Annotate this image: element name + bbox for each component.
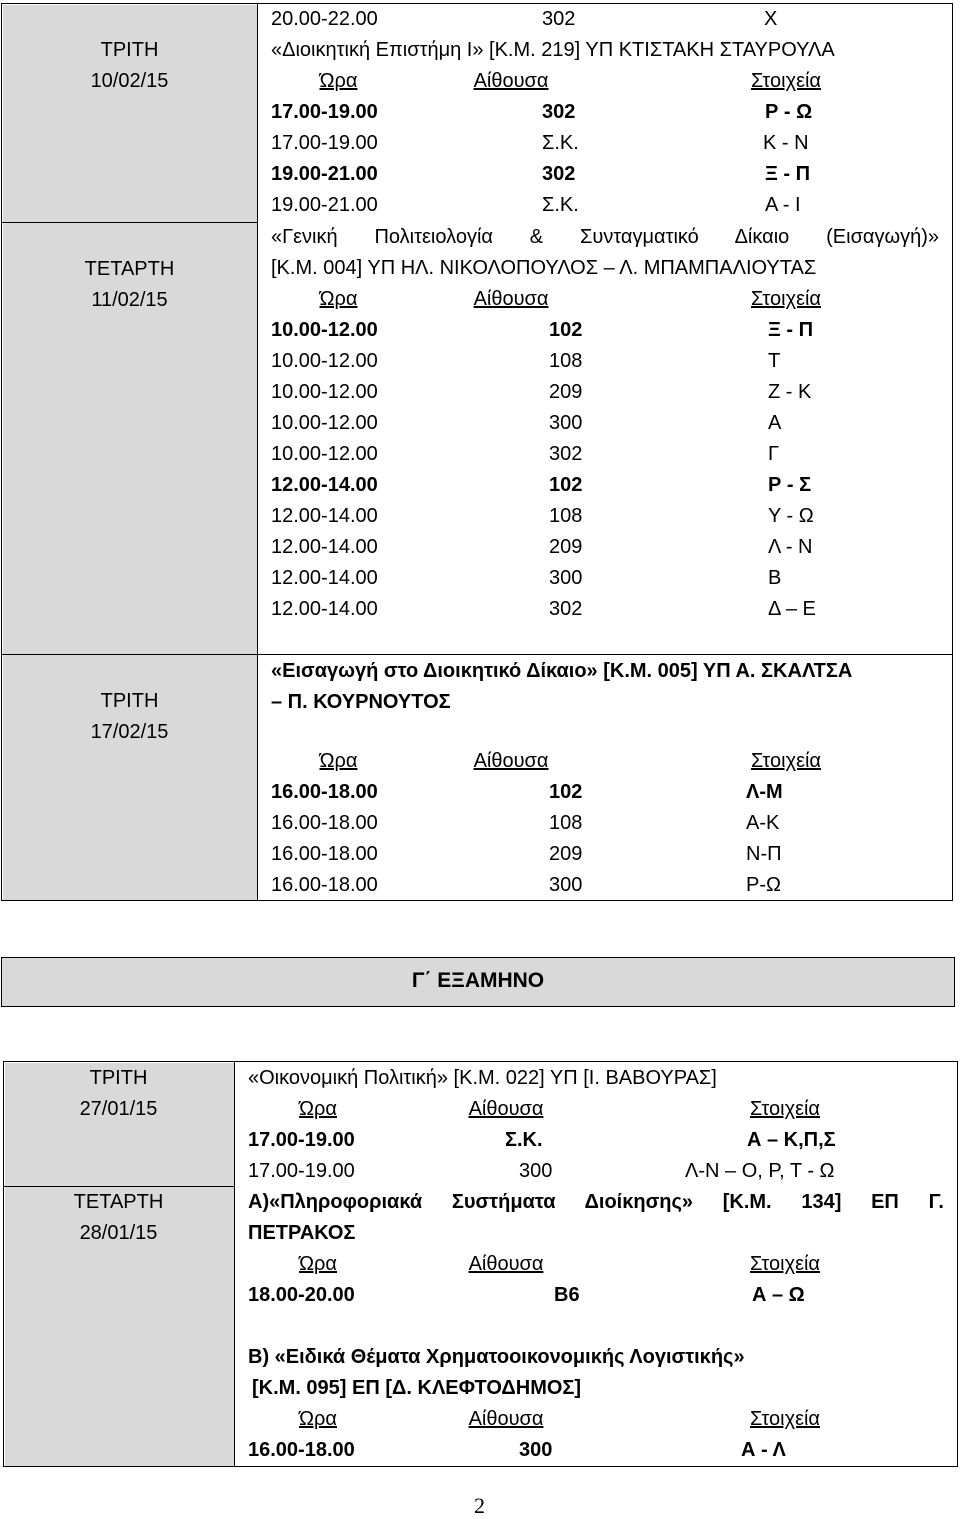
slot-room: 300	[549, 874, 583, 896]
row-divider	[1, 222, 258, 223]
slot-room: 302	[549, 598, 583, 620]
day-cell-3	[2, 686, 257, 748]
day-name: ΤΡΙΤΗ	[100, 39, 159, 61]
column-header-room: Αίθουσα	[473, 750, 549, 772]
column-header-room: Αίθουσα	[473, 288, 549, 310]
slot-groups: Λ-Μ	[746, 781, 783, 803]
column-header-time: Ώρα	[319, 288, 358, 310]
day-cell-2	[2, 254, 257, 316]
page-number: 2	[474, 1493, 485, 1518]
column-header-time: Ώρα	[319, 750, 358, 772]
slot-time: 12.00-14.00	[271, 474, 378, 496]
course-instructors: – Π. ΚΟΥΡΝΟΥΤΟΣ	[271, 691, 451, 713]
slot-time: 12.00-14.00	[271, 505, 378, 527]
column-header-room: Αίθουσα	[473, 70, 549, 92]
day-date: 11/02/15	[91, 289, 168, 311]
slot-groups: Β	[768, 567, 782, 589]
column-header-groups: Στοιχεία	[750, 288, 821, 310]
column-header-groups: Στοιχεία	[749, 1253, 820, 1275]
slot-groups: Ρ - Σ	[768, 474, 812, 496]
day-cell-4	[4, 1063, 233, 1125]
slot-time: 19.00-21.00	[271, 163, 378, 185]
slot-room: Σ.Κ.	[542, 194, 579, 216]
slot-time: 19.00-21.00	[271, 194, 378, 216]
slot-room: Σ.Κ.	[505, 1129, 543, 1151]
slot-room: 300	[549, 567, 583, 589]
slot-time: 16.00-18.00	[271, 812, 378, 834]
slot-groups: Ρ-Ω	[746, 874, 781, 896]
column-header-time: Ώρα	[319, 70, 358, 92]
day-date: 17/02/15	[90, 721, 169, 743]
slot-groups: Γ	[768, 443, 780, 465]
slot-groups: Χ	[764, 8, 778, 30]
slot-groups: Δ – Ε	[768, 598, 816, 620]
slot-time: 17.00-19.00	[271, 101, 378, 123]
slot-room: 209	[549, 536, 583, 558]
course-title: Α)«Πληροφοριακά Συστήματα Διοίκησης» [Κ.Μ. 134] ΕΠ Γ.	[248, 1191, 944, 1213]
slot-groups: Α - Λ	[741, 1439, 786, 1461]
slot-room: 302	[542, 8, 576, 30]
column-header-time: Ώρα	[299, 1408, 337, 1430]
slot-groups: Τ	[768, 350, 781, 372]
slot-groups: Κ - Ν	[763, 132, 809, 154]
slot-room: Σ.Κ.	[542, 132, 579, 154]
slot-room: 300	[519, 1439, 553, 1461]
slot-room: 102	[549, 319, 583, 341]
day-name: ΤΡΙΤΗ	[89, 1067, 148, 1089]
slot-groups: Ξ - Π	[768, 319, 814, 341]
column-header-room: Αίθουσα	[468, 1253, 544, 1275]
slot-room: 102	[549, 781, 583, 803]
semester-banner: Γ΄ ΕΞΑΜΗΝΟ	[1, 957, 955, 1007]
slot-time: 17.00-19.00	[248, 1129, 355, 1151]
column-divider	[234, 1061, 235, 1467]
course-instructors: [Κ.Μ. 095] ΕΠ [Δ. ΚΛΕΦΤΟΔΗΜΟΣ]	[252, 1377, 582, 1399]
slot-room: 102	[549, 474, 583, 496]
slot-room: 209	[549, 843, 583, 865]
slot-groups: Λ-Ν – Ο, Ρ, Τ - Ω	[685, 1160, 835, 1182]
row-divider	[1, 654, 953, 655]
slot-groups: Ξ - Π	[765, 163, 811, 185]
day-cell-1	[2, 35, 257, 97]
column-header-groups: Στοιχεία	[750, 750, 821, 772]
slot-room: 302	[542, 163, 576, 185]
column-header-groups: Στοιχεία	[750, 70, 821, 92]
course-title: «Διοικητική Επιστήμη Ι» [Κ.Μ. 219] ΥΠ ΚΤΙΣΤΑΚΗ ΣΤΑΥΡΟΥΛΑ	[271, 39, 835, 61]
day-cell-5	[4, 1187, 233, 1249]
slot-groups: Α-Κ	[746, 812, 780, 834]
day-date: 27/01/15	[79, 1098, 158, 1120]
slot-groups: Υ - Ω	[768, 505, 814, 527]
slot-time: 16.00-18.00	[248, 1439, 355, 1461]
slot-time: 16.00-18.00	[271, 843, 378, 865]
slot-room: 300	[549, 412, 583, 434]
slot-groups: Ρ - Ω	[765, 101, 813, 123]
slot-groups: Λ - Ν	[768, 536, 813, 558]
day-name: ΤΕΤΑΡΤΗ	[73, 1191, 164, 1213]
column-divider	[257, 3, 258, 901]
slot-time: 10.00-12.00	[271, 412, 378, 434]
column-header-time: Ώρα	[299, 1253, 337, 1275]
slot-room: 108	[549, 505, 583, 527]
slot-room: 209	[549, 381, 583, 403]
slot-time: 12.00-14.00	[271, 598, 378, 620]
slot-time: 10.00-12.00	[271, 381, 378, 403]
course-title: «Γενική Πολιτειολογία & Συνταγματικό Δίκαιο (Εισαγωγή)»	[271, 226, 939, 248]
column-header-time: Ώρα	[299, 1098, 337, 1120]
column-header-groups: Στοιχεία	[749, 1408, 820, 1430]
course-title: Β) «Ειδικά Θέματα Χρηματοοικονομικής Λογιστικής»	[248, 1346, 745, 1368]
slot-room: 302	[549, 443, 583, 465]
slot-time: 17.00-19.00	[248, 1160, 355, 1182]
day-date: 28/01/15	[79, 1222, 158, 1244]
slot-room: 300	[519, 1160, 553, 1182]
slot-time: 10.00-12.00	[271, 443, 378, 465]
slot-time: 10.00-12.00	[271, 319, 378, 341]
slot-room: 302	[542, 101, 576, 123]
column-header-room: Αίθουσα	[468, 1408, 544, 1430]
slot-time: 17.00-19.00	[271, 132, 378, 154]
slot-room: 108	[549, 350, 583, 372]
slot-groups: Α - Ι	[765, 194, 801, 216]
course-title: «Οικονομική Πολιτική» [Κ.Μ. 022] ΥΠ [Ι. ΒΑΒΟΥΡΑΣ]	[248, 1067, 717, 1089]
slot-room: Β6	[554, 1284, 580, 1306]
slot-room: 108	[549, 812, 583, 834]
column-header-room: Αίθουσα	[468, 1098, 544, 1120]
slot-time: 16.00-18.00	[271, 781, 378, 803]
day-name: ΤΡΙΤΗ	[100, 690, 159, 712]
slot-time: 12.00-14.00	[271, 567, 378, 589]
course-instructors: [Κ.Μ. 004] ΥΠ ΗΛ. ΝΙΚΟΛΟΠΟΥΛΟΣ – Λ. ΜΠΑΜΠΑΛΙΟΥΤΑΣ	[271, 257, 817, 279]
slot-time: 16.00-18.00	[271, 874, 378, 896]
course-instructors: ΠΕΤΡΑΚΟΣ	[248, 1222, 356, 1244]
slot-groups: Α	[768, 412, 782, 434]
day-name: ΤΕΤΑΡΤΗ	[84, 258, 175, 280]
slot-time: 10.00-12.00	[271, 350, 378, 372]
day-column-1	[3, 5, 258, 900]
slot-time: 18.00-20.00	[248, 1284, 355, 1306]
slot-groups: Ν-Π	[746, 843, 782, 865]
slot-groups: Ζ - Κ	[768, 381, 812, 403]
course-title: «Εισαγωγή στο Διοικητικό Δίκαιο» [Κ.Μ. 005] ΥΠ Α. ΣΚΑΛΤΣΑ	[271, 660, 853, 682]
column-header-groups: Στοιχεία	[749, 1098, 820, 1120]
slot-time: 12.00-14.00	[271, 536, 378, 558]
day-date: 10/02/15	[90, 70, 169, 92]
slot-groups: Α – Κ,Π,Σ	[747, 1129, 836, 1151]
slot-time: 20.00-22.00	[271, 8, 378, 30]
slot-groups: Α – Ω	[752, 1284, 805, 1306]
